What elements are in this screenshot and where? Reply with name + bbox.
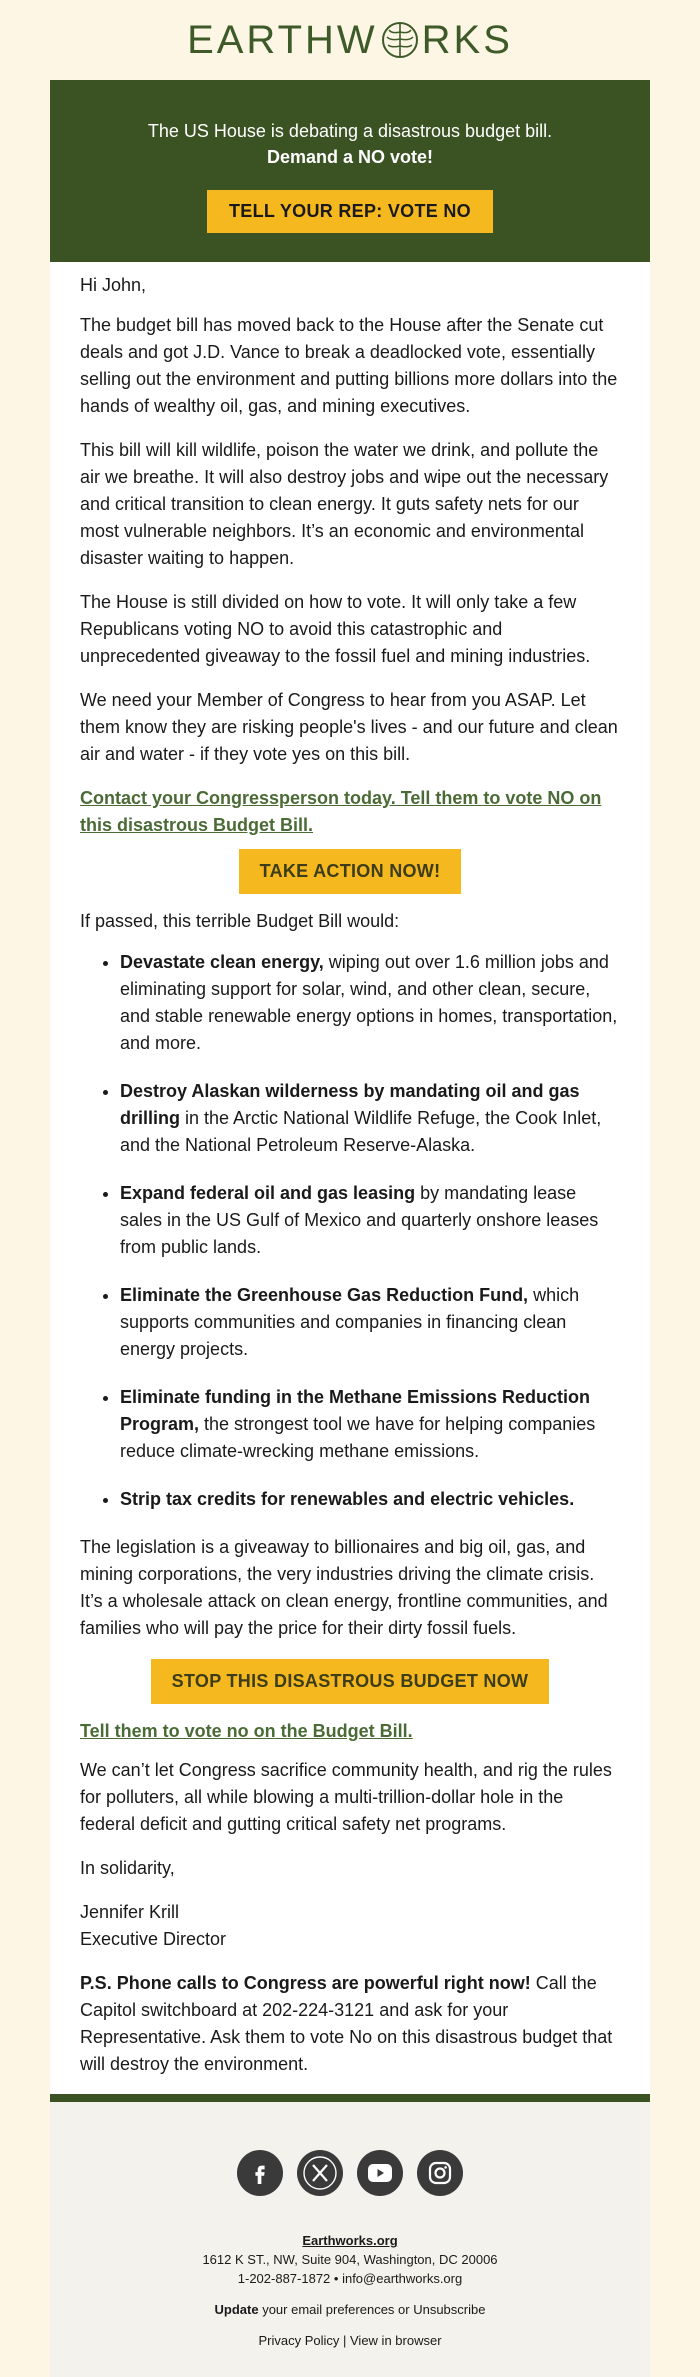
email-container	[50, 80, 650, 2377]
org-website-link[interactable]: Earthworks.org	[302, 2233, 398, 2248]
list-item-bold: Devastate clean energy,	[120, 952, 324, 972]
earthworks-logo[interactable]	[187, 18, 513, 63]
postscript-text: Call the Capitol switchboard at 202-224-3121 and ask for your Representative. Ask them to vote No on this disastrous budget that will destroy the environment.	[80, 1973, 613, 2074]
list-item-text: in the Arctic National Wildlife Refuge, the Cook Inlet, and the National Petroleum Reserve-Alaska.	[120, 1108, 602, 1155]
facebook-icon[interactable]	[237, 2150, 283, 2196]
impact-list	[80, 949, 620, 1513]
contact-line	[70, 2269, 630, 2288]
list-item-bold: Destroy Alaskan wilderness by mandating oil and gas drilling	[120, 1081, 580, 1128]
logo-text-left: EARTHW	[187, 17, 378, 62]
list-item-text: the strongest tool we have for helping companies reduce climate-wrecking methane emissions.	[120, 1414, 596, 1461]
signer-title: Executive Director	[80, 1929, 227, 1949]
logo-text-right: RKS	[421, 17, 513, 62]
vote-no-link[interactable]: Tell them to vote no on the Budget Bill.	[80, 1721, 413, 1741]
org-address: 1612 K ST., NW, Suite 904, Washington, DC 20006	[202, 2252, 498, 2267]
list-item-text: by mandating lease sales in the US Gulf of Mexico and quarterly onshore leases from public lands.	[120, 1183, 599, 1257]
signer-name: Jennifer Krill	[80, 1902, 180, 1922]
list-item	[120, 1078, 620, 1159]
footer-divider	[50, 2094, 650, 2102]
paragraph-2: This bill will kill wildlife, poison the water we drink, and pollute the air we breathe. It will also destroy jobs and wipe out the necessary and critical transition to clean energy. It guts safety nets for our most vulnerable neighbors. It’s an economic and environmental disaster waiting to happen.	[80, 440, 609, 568]
hero-headline: The US House is debating a disastrous budget bill.	[147, 121, 553, 141]
paragraph-5: The legislation is a giveaway to billionaires and big oil, gas, and mining corporations, the very industries driving the climate crisis. It’s a wholesale attack on clean energy, frontline communities, and families who will pay the price for their dirty fossil fuels.	[80, 1537, 608, 1638]
stop-budget-button[interactable]: STOP THIS DISASTROUS BUDGET NOW	[151, 1659, 550, 1704]
list-item-bold: Eliminate funding in the Methane Emissions Reduction Program,	[120, 1387, 591, 1434]
stop-budget-row	[80, 1659, 620, 1704]
separator-dot: •	[330, 2271, 343, 2286]
hero-banner	[50, 80, 650, 262]
signature	[80, 1899, 620, 1953]
list-item-bold: Strip tax credits for renewables and electric vehicles.	[120, 1489, 575, 1509]
social-links	[70, 2150, 630, 2196]
list-item-text: which supports communities and companies in financing clean energy projects.	[120, 1285, 580, 1359]
email-body	[50, 262, 650, 2094]
tell-your-rep-button[interactable]: TELL YOUR REP: VOTE NO	[207, 190, 493, 233]
logo-bar	[0, 0, 700, 80]
paragraph-6: We can’t let Congress sacrifice community health, and rig the rules for polluters, all while blowing a multi-trillion-dollar hole in the federal deficit and gutting critical safety net programs.	[80, 1760, 612, 1834]
list-item	[120, 949, 620, 1057]
take-action-button[interactable]: TAKE ACTION NOW!	[239, 849, 462, 894]
list-item	[120, 1282, 620, 1363]
pipe-separator: |	[339, 2333, 350, 2348]
org-phone: 1-202-887-1872	[237, 2271, 331, 2286]
list-item	[120, 1180, 620, 1261]
list-item-text: wiping out over 1.6 million jobs and eliminating support for solar, wind, and other clean, secure, and stable renewable energy options in homes, transportation, and more.	[120, 952, 618, 1053]
list-intro: If passed, this terrible Budget Bill would:	[80, 911, 400, 931]
update-preferences-link[interactable]: Update	[214, 2302, 259, 2317]
preferences-line	[70, 2300, 630, 2319]
postscript-bold: P.S. Phone calls to Congress are powerful right now!	[80, 1973, 531, 1993]
list-item-bold: Expand federal oil and gas leasing	[120, 1183, 416, 1203]
footer	[50, 2102, 650, 2377]
list-item	[120, 1384, 620, 1465]
youtube-icon[interactable]	[357, 2150, 403, 2196]
globe-leaf-icon	[380, 20, 420, 60]
x-icon[interactable]	[297, 2150, 343, 2196]
closing: In solidarity,	[80, 1858, 175, 1878]
instagram-icon[interactable]	[417, 2150, 463, 2196]
list-item-bold: Eliminate the Greenhouse Gas Reduction Fund,	[120, 1285, 529, 1305]
privacy-policy-link[interactable]: Privacy Policy	[258, 2333, 340, 2348]
list-item	[120, 1486, 620, 1513]
paragraph-1: The budget bill has moved back to the House after the Senate cut deals and got J.D. Vance to break a deadlocked vote, essentially selling out the environment and putting billions more dollars into the hands of wealthy oil, gas, and mining executives.	[80, 315, 618, 416]
hero-subheadline: Demand a NO vote!	[266, 147, 434, 167]
paragraph-4: We need your Member of Congress to hear from you ASAP. Let them know they are risking people's lives - and our future and clean air and water - if they vote yes on this bill.	[80, 690, 618, 764]
paragraph-3: The House is still divided on how to vote. It will only take a few Republicans voting NO to avoid this catastrophic and unprecedented giveaway to the fossil fuel and mining industries.	[80, 592, 591, 666]
view-in-browser-link[interactable]: View in browser	[350, 2333, 442, 2348]
take-action-row	[80, 849, 620, 894]
greeting: Hi John,	[80, 275, 147, 295]
postscript	[80, 1970, 620, 2078]
preferences-text: your email preferences or Unsubscribe	[258, 2302, 486, 2317]
contact-congressperson-link[interactable]: Contact your Congressperson today. Tell them to vote NO on this disastrous Budget Bill.	[80, 788, 602, 835]
legal-links	[70, 2331, 630, 2350]
email-link[interactable]: info@earthworks.org	[342, 2271, 463, 2286]
